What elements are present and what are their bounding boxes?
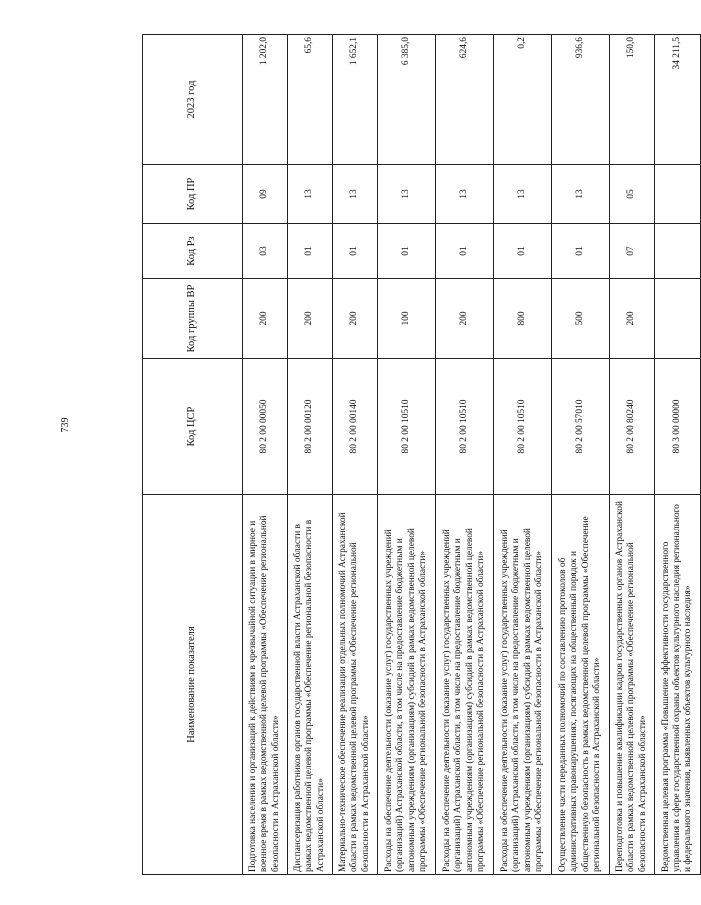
row-amount: 936,6 (552, 35, 610, 165)
row-vr: 800 (494, 279, 552, 359)
table-row (436, 35, 494, 875)
row-csr: 80 2 00 57010 (552, 359, 610, 495)
table-row (552, 35, 610, 875)
header-row (143, 35, 243, 875)
row-csr: 80 2 00 00050 (243, 359, 288, 495)
row-rz: 03 (243, 224, 288, 279)
row-rz: 07 (610, 224, 655, 279)
row-csr: 80 2 00 80240 (610, 359, 655, 495)
row-amount: 1 652,1 (333, 35, 378, 165)
header-name: Наименование показателя (143, 495, 243, 875)
table-row (288, 35, 333, 875)
row-vr: 200 (610, 279, 655, 359)
table-row (378, 35, 436, 875)
row-rz: 01 (436, 224, 494, 279)
table-header (143, 35, 243, 875)
row-vr: 200 (333, 279, 378, 359)
row-amount: 34 211,5 (655, 35, 701, 165)
row-pr: 13 (333, 165, 378, 224)
row-pr: 05 (610, 165, 655, 224)
row-csr: 80 2 00 10510 (378, 359, 436, 495)
row-vr: 200 (288, 279, 333, 359)
row-csr: 80 2 00 10510 (494, 359, 552, 495)
row-vr: 200 (436, 279, 494, 359)
header-vr: Код группы ВР (143, 279, 243, 359)
header-csr: Код ЦСР (143, 359, 243, 495)
table-row (610, 35, 655, 875)
row-vr: 200 (243, 279, 288, 359)
row-csr: 80 2 00 00120 (288, 359, 333, 495)
row-name: Ведомственная целевая программа «Повышение эффективности государственного управления в сфере государственной охраны объектов культурного наследия регионального и федерального значения, выявленных объектов культурного наследия» (655, 495, 701, 875)
row-rz: 01 (333, 224, 378, 279)
row-amount: 624,6 (436, 35, 494, 165)
row-name: Расходы на обеспечение деятельности (оказание услуг) государственных учреждений (организаций) Астраханской области, в том числе на предоставление бюджетным и автономным учреждениям (организациям) субсидий в рамках ведомственной целевой программы «Обеспечение региональной безопасности в Астраханской области» (436, 495, 494, 875)
row-rz: 01 (494, 224, 552, 279)
row-pr: 13 (436, 165, 494, 224)
row-amount: 0,2 (494, 35, 552, 165)
row-name: Расходы на обеспечение деятельности (оказание услуг) государственных учреждений (организаций) Астраханской области, в том числе на предоставление бюджетным и автономным учреждениям (организациям) субсидий в рамках ведомственной целевой программы «Обеспечение региональной безопасности в Астраханской области» (378, 495, 436, 875)
row-vr: 100 (378, 279, 436, 359)
row-vr (655, 279, 701, 359)
row-name: Диспансеризация работников органов государственной власти Астраханской области в рамках ведомственной целевой программы «Обеспечение региональной безопасности в Астраханской области» (288, 495, 333, 875)
table-body (243, 35, 701, 875)
row-amount: 65,6 (288, 35, 333, 165)
row-pr: 13 (378, 165, 436, 224)
header-rz: Код Рз (143, 224, 243, 279)
table-row (494, 35, 552, 875)
header-year: 2023 год (143, 35, 243, 165)
row-csr: 80 2 00 10510 (436, 359, 494, 495)
row-name: Переподготовка и повышение квалификации кадров государственных органов Астраханской области в рамках ведомственной целевой программы «Обеспечение региональной безопасности в Астраханской области» (610, 495, 655, 875)
row-pr: 13 (288, 165, 333, 224)
row-vr: 500 (552, 279, 610, 359)
budget-table (142, 34, 701, 875)
row-pr (655, 165, 701, 224)
row-rz: 01 (288, 224, 333, 279)
row-name: Материально-техническое обеспечение реализации отдельных полномочий Астраханской области в рамках ведомственной целевой программы «Обеспечение региональной безопасности в Астраханской области» (333, 495, 378, 875)
row-name: Осуществление части переданных полномочий по составлению протоколов об административных правонарушениях, посягающих на общественный порядок и общественную безопасность в рамках ведомственной целевой программы «Обеспечение региональной безопасности в Астраханской области» (552, 495, 610, 875)
row-amount: 150,0 (610, 35, 655, 165)
row-name: Расходы на обеспечение деятельности (оказание услуг) государственных учреждений (организаций) Астраханской области, в том числе на предоставление бюджетным и автономным учреждениям (организациям) субсидий в рамках ведомственной целевой программы «Обеспечение региональной безопасности в Астраханской области» (494, 495, 552, 875)
page-number: 739 (60, 417, 71, 433)
row-csr: 80 2 00 00140 (333, 359, 378, 495)
row-rz: 01 (378, 224, 436, 279)
table-row (333, 35, 378, 875)
rotated-table-container (142, 35, 694, 875)
header-pr: Код ПР (143, 165, 243, 224)
row-amount: 6 385,0 (378, 35, 436, 165)
row-rz: 01 (552, 224, 610, 279)
row-rz (655, 224, 701, 279)
row-csr: 80 3 00 00000 (655, 359, 701, 495)
row-pr: 13 (552, 165, 610, 224)
row-name: Подготовка населения и организаций к действиям в чрезвычайной ситуации в мирное и военное время в рамках ведомственной целевой программы «Обеспечение региональной безопасности в Астраханской области» (243, 495, 288, 875)
row-amount: 1 202,0 (243, 35, 288, 165)
table-row (243, 35, 288, 875)
row-pr: 13 (494, 165, 552, 224)
table-row (655, 35, 701, 875)
row-pr: 09 (243, 165, 288, 224)
